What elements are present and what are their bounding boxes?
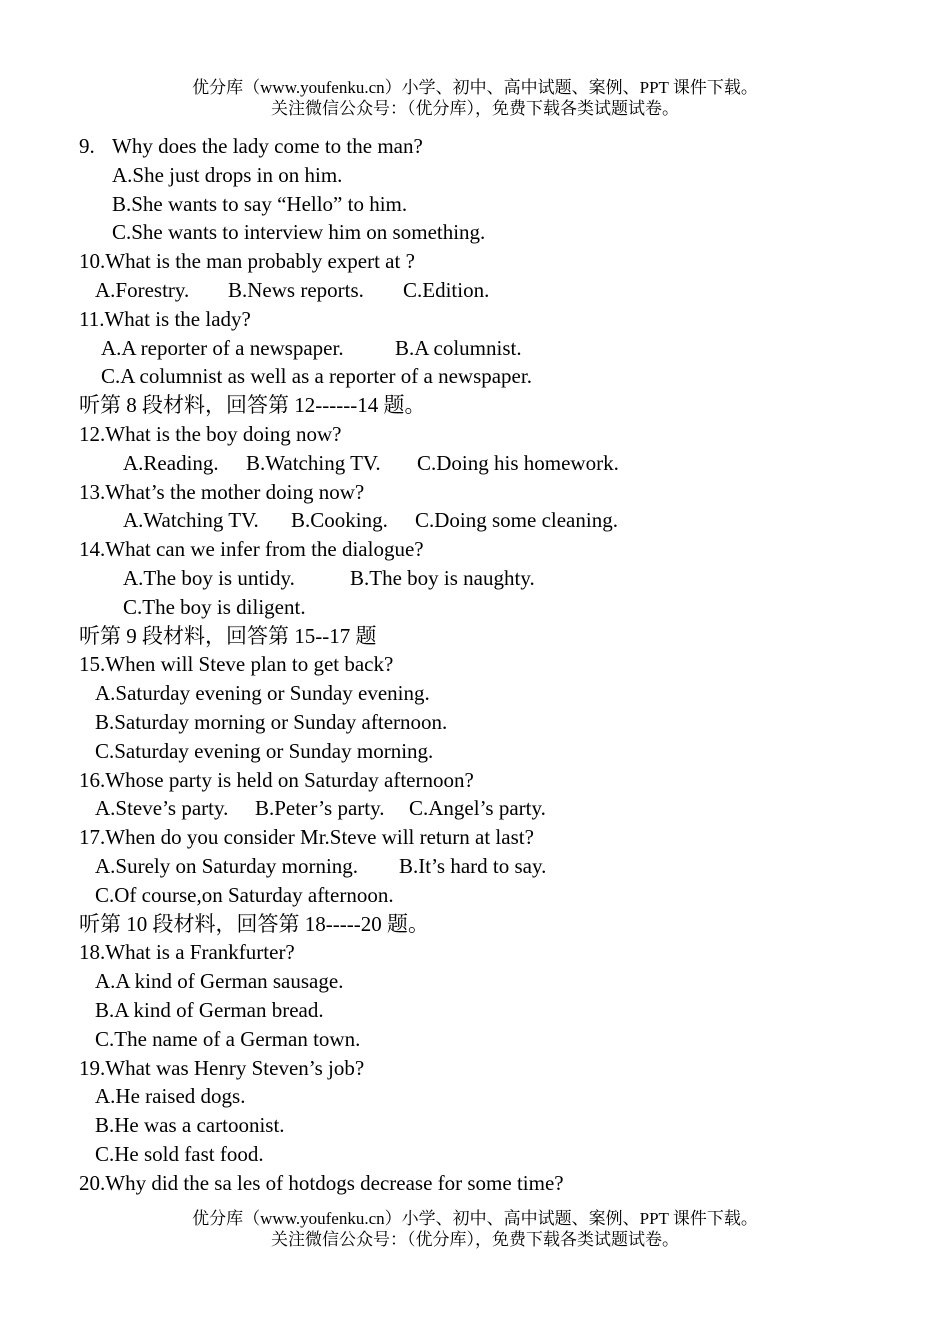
question-14-options-row: [79, 564, 899, 593]
question-19-option-a: A.He raised dogs.: [95, 1084, 246, 1109]
question-17-option-a: A.Surely on Saturday morning.: [95, 853, 359, 878]
question-13-option-a: A.Watching TV.: [123, 508, 259, 533]
document-body: [79, 132, 899, 1197]
page-header: [0, 77, 950, 119]
question-15-option-b: B.Saturday morning or Sunday afternoon.: [95, 709, 448, 734]
question-14: 14.What can we infer from the dialogue?: [79, 537, 424, 562]
question-14-option-c: C.The boy is diligent.: [123, 594, 306, 619]
question-11: 11.What is the lady?: [79, 306, 251, 331]
question-18-option-c: C.The name of a German town.: [95, 1026, 361, 1051]
question-16-options: [79, 794, 899, 823]
question-17-option-b: B.It’s hard to say.: [399, 853, 547, 878]
question-19: 19.What was Henry Steven’s job?: [79, 1055, 365, 1080]
question-12-option-c: C.Doing his homework.: [417, 450, 619, 475]
question-14-option-a: A.The boy is untidy.: [123, 565, 295, 590]
question-15-option-c: C.Saturday evening or Sunday morning.: [95, 738, 434, 763]
question-15-option-a: A.Saturday evening or Sunday evening.: [95, 681, 430, 706]
question-17-option-c: C.Of course,on Saturday afternoon.: [95, 882, 394, 907]
question-11-option-c: C.A columnist as well as a reporter of a newspaper.: [101, 364, 532, 389]
question-10-option-b: B.News reports.: [228, 277, 364, 302]
question-19-option-c: C.He sold fast food.: [95, 1141, 264, 1166]
question-10-options: [79, 276, 899, 305]
page-footer: [0, 1208, 950, 1250]
question-15: 15.When will Steve plan to get back?: [79, 652, 394, 677]
question-13-option-b: B.Cooking.: [291, 508, 388, 533]
question-12: 12.What is the boy doing now?: [79, 421, 342, 446]
question-18-option-b: B.A kind of German bread.: [95, 997, 324, 1022]
question-9-option-b: B.She wants to say “Hello” to him.: [112, 191, 408, 216]
question-11-option-b: B.A columnist.: [395, 335, 522, 360]
question-14-option-b: B.The boy is naughty.: [350, 565, 535, 590]
question-18-option-a: A.A kind of German sausage.: [95, 969, 344, 994]
section-10-heading: 听第 10 段材料，回答第 18-----20 题。: [79, 911, 429, 936]
question-19-option-b: B.He was a cartoonist.: [95, 1113, 285, 1138]
question-17: 17.When do you consider Mr.Steve will return at last?: [79, 825, 534, 850]
footer-line-2: 关注微信公众号：（优分库），免费下载各类试题试卷。: [271, 1230, 679, 1249]
question-13-option-c: C.Doing some cleaning.: [415, 508, 618, 533]
question-10: 10.What is the man probably expert at ?: [79, 249, 415, 274]
question-13-options: [79, 506, 899, 535]
question-9: [79, 132, 899, 161]
question-12-options: [79, 449, 899, 478]
question-13: 13.What’s the mother doing now?: [79, 479, 365, 504]
question-9-option-c: C.She wants to interview him on something.: [112, 220, 486, 245]
question-9-option-a: A.She just drops in on him.: [112, 162, 343, 187]
question-9-number: 9.: [79, 134, 95, 158]
question-11-option-a: A.A reporter of a newspaper.: [101, 335, 344, 360]
question-16-option-a: A.Steve’s party.: [95, 796, 229, 821]
section-8-heading: 听第 8 段材料，回答第 12------14 题。: [79, 393, 426, 418]
question-18: 18.What is a Frankfurter?: [79, 940, 295, 965]
question-10-option-a: A.Forestry.: [95, 277, 190, 302]
question-16: 16.Whose party is held on Saturday afternoon?: [79, 767, 474, 792]
question-16-option-c: C.Angel’s party.: [409, 796, 546, 821]
section-9-heading: 听第 9 段材料，回答第 15--17 题: [79, 623, 377, 648]
question-16-option-b: B.Peter’s party.: [255, 796, 385, 821]
header-line-2: 关注微信公众号：（优分库），免费下载各类试题试卷。: [271, 99, 679, 118]
question-20: 20.Why did the sa les of hotdogs decrease for some time?: [79, 1170, 564, 1195]
question-12-option-b: B.Watching TV.: [246, 450, 381, 475]
question-10-option-c: C.Edition.: [403, 277, 490, 302]
question-17-options-row: [79, 852, 899, 881]
header-line-1: 优分库（www.youfenku.cn）小学、初中、高中试题、案例、PPT 课件下载。: [192, 78, 758, 97]
question-12-option-a: A.Reading.: [123, 450, 219, 475]
footer-line-1: 优分库（www.youfenku.cn）小学、初中、高中试题、案例、PPT 课件下载。: [192, 1209, 758, 1228]
question-11-options-row: [79, 334, 899, 363]
question-9-text: Why does the lady come to the man?: [112, 134, 423, 158]
